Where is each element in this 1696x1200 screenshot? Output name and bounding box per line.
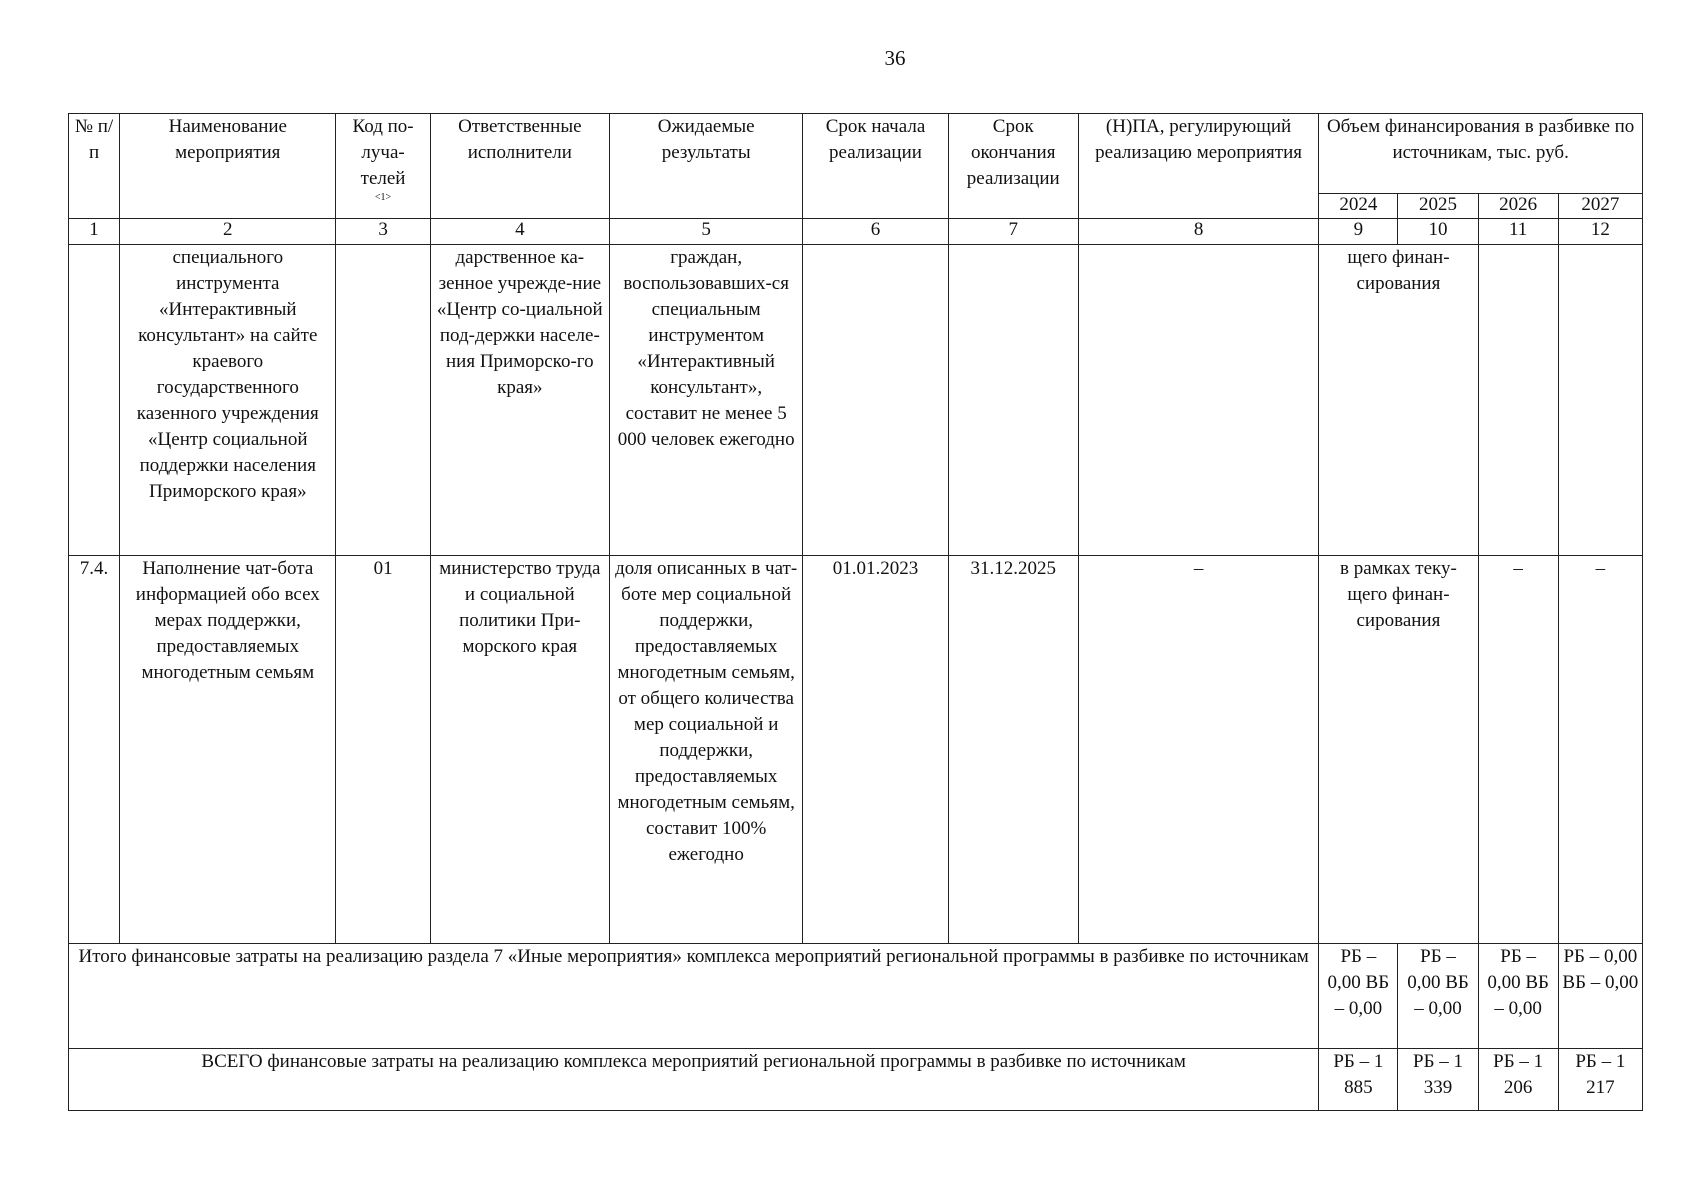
row-npa [1078,244,1318,555]
header-name: Наименование мероприятия [120,114,336,219]
table-row-7-4 [69,555,1643,944]
table-header-row [69,114,1643,194]
subtotal-2026: РБ – 0,00 ВБ – 0,00 [1478,944,1558,1048]
subtotal-2024: РБ – 0,00 ВБ – 0,00 [1319,944,1398,1048]
total-2025: РБ – 1 339 [1398,1048,1478,1110]
column-number: 11 [1478,219,1558,244]
row-2026: – [1478,555,1558,944]
subtotal-2025: РБ – 0,00 ВБ – 0,00 [1398,944,1478,1048]
year-2026: 2026 [1478,194,1558,219]
column-number: 6 [803,219,948,244]
year-2024: 2024 [1319,194,1398,219]
row-2027: – [1558,555,1642,944]
row-2026 [1478,244,1558,555]
total-2026: РБ – 1 206 [1478,1048,1558,1110]
row-name: Наполнение чат-бота информацией обо всех мерах поддержки, предоставляемых многодетным семьям [120,555,336,944]
row-number [69,244,120,555]
page-number: 36 [884,46,906,70]
column-number: 12 [1558,219,1642,244]
subtotal-label: Итого финансовые затраты на реализацию раздела 7 «Иные мероприятия» комплекса мероприятий региональной программы в разбивке по источникам [69,944,1319,1048]
header-code-label: Код по-луча-телей [352,116,414,189]
column-number: 10 [1398,219,1478,244]
total-2024: РБ – 1 885 [1319,1048,1398,1110]
table-row-continuation [69,244,1643,555]
column-number: 8 [1078,219,1318,244]
row-executor: дарственное ка-зенное учрежде-ние «Центр со-циальной под-держки населе-ния Приморско-го края» [430,244,609,555]
total-row [69,1048,1643,1110]
row-2027 [1558,244,1642,555]
row-financing: в рамках теку-щего финан-сирования [1319,555,1478,944]
column-number: 3 [336,219,430,244]
row-npa: – [1078,555,1318,944]
column-number: 9 [1319,219,1398,244]
header-results: Ожидаемые результаты [609,114,802,219]
header-npa: (Н)ПА, регулирующий реализацию мероприятия [1078,114,1318,219]
row-result: граждан, воспользовавших-ся специальным инструментом «Интерактивный консультант», составит не менее 5 000 человек ежегодно [609,244,802,555]
header-number: № п/п [69,114,120,219]
row-code: 01 [336,555,430,944]
header-end: Срок окончания реализации [948,114,1078,219]
column-number: 1 [69,219,120,244]
row-number: 7.4. [69,555,120,944]
row-financing: щего финан-сирования [1319,244,1478,555]
row-code [336,244,430,555]
column-number: 7 [948,219,1078,244]
row-name: специального инструмента «Интерактивный консультант» на сайте краевого государственного казенного учреждения «Центр социальной поддержки населения Приморского края» [120,244,336,555]
measures-table [68,113,1643,1111]
column-number: 5 [609,219,802,244]
header-code-footnote: <1> [374,192,392,203]
year-2025: 2025 [1398,194,1478,219]
subtotal-row [69,944,1643,1048]
row-start [803,244,948,555]
subtotal-2027: РБ – 0,00 ВБ – 0,00 [1558,944,1642,1048]
year-2027: 2027 [1558,194,1642,219]
row-start: 01.01.2023 [803,555,948,944]
column-number: 4 [430,219,609,244]
column-number: 2 [120,219,336,244]
row-result: доля описанных в чат-боте мер социальной поддержки, предоставляемых многодетным семьям, от общего количества мер социальной и поддержки, предоставляемых многодетным семьям, составит 100% ежегодно [609,555,802,944]
total-label: ВСЕГО финансовые затраты на реализацию комплекса мероприятий региональной программы в разбивке по источникам [69,1048,1319,1110]
header-executors: Ответственные исполнители [430,114,609,219]
column-numbers-row [69,219,1643,244]
row-executor: министерство труда и социальной политики При-морского края [430,555,609,944]
header-financing: Объем финансирования в разбивке по источникам, тыс. руб. [1319,114,1643,194]
row-end [948,244,1078,555]
header-start: Срок начала реализации [803,114,948,219]
total-2027: РБ – 1 217 [1558,1048,1642,1110]
row-end: 31.12.2025 [948,555,1078,944]
header-code [336,114,430,219]
